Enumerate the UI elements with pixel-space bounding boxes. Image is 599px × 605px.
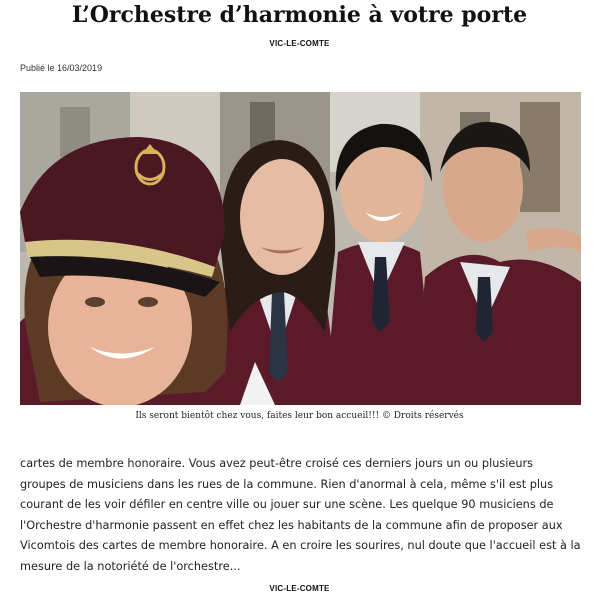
publication-date: Publié le 16/03/2019 (20, 63, 103, 73)
article-body: cartes de membre honoraire. Vous avez peut-être croisé ces derniers jours un ou plusieurs groupes de musiciens dans les rues de la commune. Rien d'anormal à cela, même s'il est plus courant de les voir défiler en centre ville ou jouer sur une scène. Les quelque 90 musiciens de l'Orchestre d'harmonie passent en effet chez les habitants de la commune afin de proposer aux Vicomtois des cartes de membre honoraire. A en croire les sourires, nul doute que l'accueil est à la mesure de la notoriété de l'orchestre... (20, 457, 581, 573)
article-title: L’Orchestre d’harmonie à votre porte (71, 2, 528, 28)
photo-caption: Ils seront bientôt chez vous, faites leur bon accueil!!! © Droits réservés (135, 411, 464, 421)
photo-illustration (20, 92, 581, 405)
section-label-bottom[interactable]: VIC-LE-COMTE (269, 584, 330, 593)
article-photo (20, 92, 581, 405)
section-label-top[interactable]: VIC-LE-COMTE (269, 39, 330, 48)
